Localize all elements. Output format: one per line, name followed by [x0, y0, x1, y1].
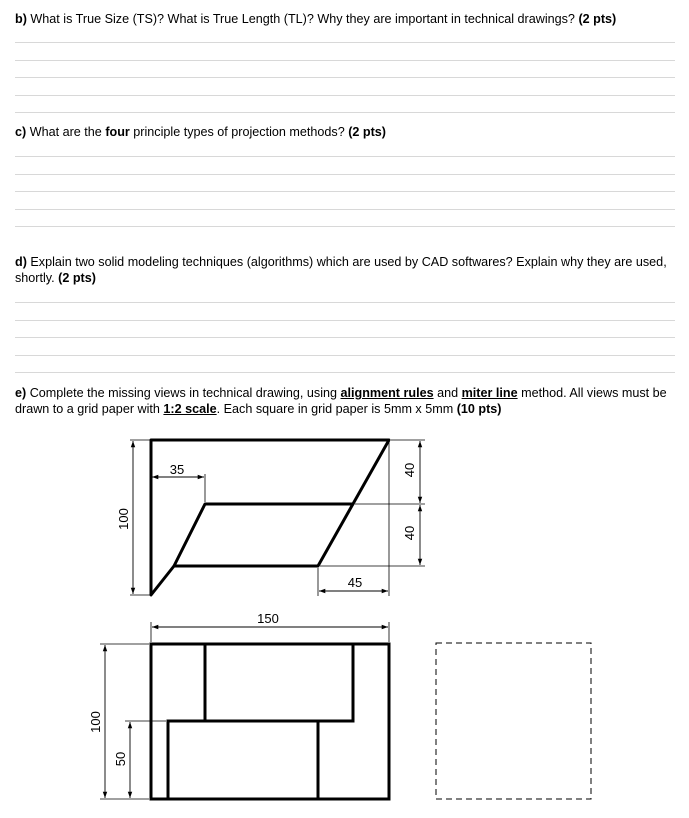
question-c-points: (2 pts)	[348, 125, 386, 139]
scale-text: 1:2 scale	[163, 402, 217, 416]
dim-40-upper-label: 40	[402, 462, 417, 478]
dim-40-lower-label: 40	[402, 525, 417, 541]
question-c-prefix: c)	[15, 125, 27, 139]
dim-150-label: 150	[257, 611, 279, 626]
dim-100-front-label: 100	[88, 711, 103, 733]
question-e-text-3: method. All views must be drawn to a grid paper with	[15, 386, 667, 416]
question-e-points: (10 pts)	[456, 402, 502, 416]
dim-45-label: 45	[347, 575, 363, 590]
question-c-bold-word: four	[105, 125, 130, 139]
question-e-text-1: Complete the missing views in technical drawing, using	[26, 386, 341, 400]
dim-35-label: 35	[169, 462, 185, 477]
miter-line-text: miter line	[461, 386, 518, 400]
question-b-prefix: b)	[15, 12, 27, 26]
dim-50-label: 50	[113, 751, 128, 767]
question-c-text-2: principle types of projection methods?	[129, 125, 349, 139]
top-view	[116, 440, 425, 596]
top-view-inner-face	[174, 504, 353, 566]
question-d-points: (2 pts)	[58, 271, 96, 285]
top-view-outline	[151, 440, 389, 595]
alignment-rules-text: alignment rules	[340, 386, 434, 400]
question-e-prefix: e)	[15, 386, 27, 400]
missing-view-box[interactable]	[436, 643, 591, 799]
question-e-text-2: and	[433, 386, 462, 400]
front-view	[88, 611, 389, 799]
question-b-points: (2 pts)	[578, 12, 617, 26]
question-b-text: What is True Size (TS)? What is True Length (TL)? Why they are important in technical drawings?	[26, 12, 579, 26]
question-e-text-4: . Each square in grid paper is 5mm x 5mm	[216, 402, 457, 416]
question-d-prefix: d)	[15, 255, 27, 269]
question-c-text-1: What are the	[26, 125, 106, 139]
question-d-text: Explain two solid modeling techniques (algorithms) which are used by CAD softwares? Explain why they are used, shortly.	[15, 255, 667, 285]
dim-100-top-label: 100	[116, 508, 131, 530]
